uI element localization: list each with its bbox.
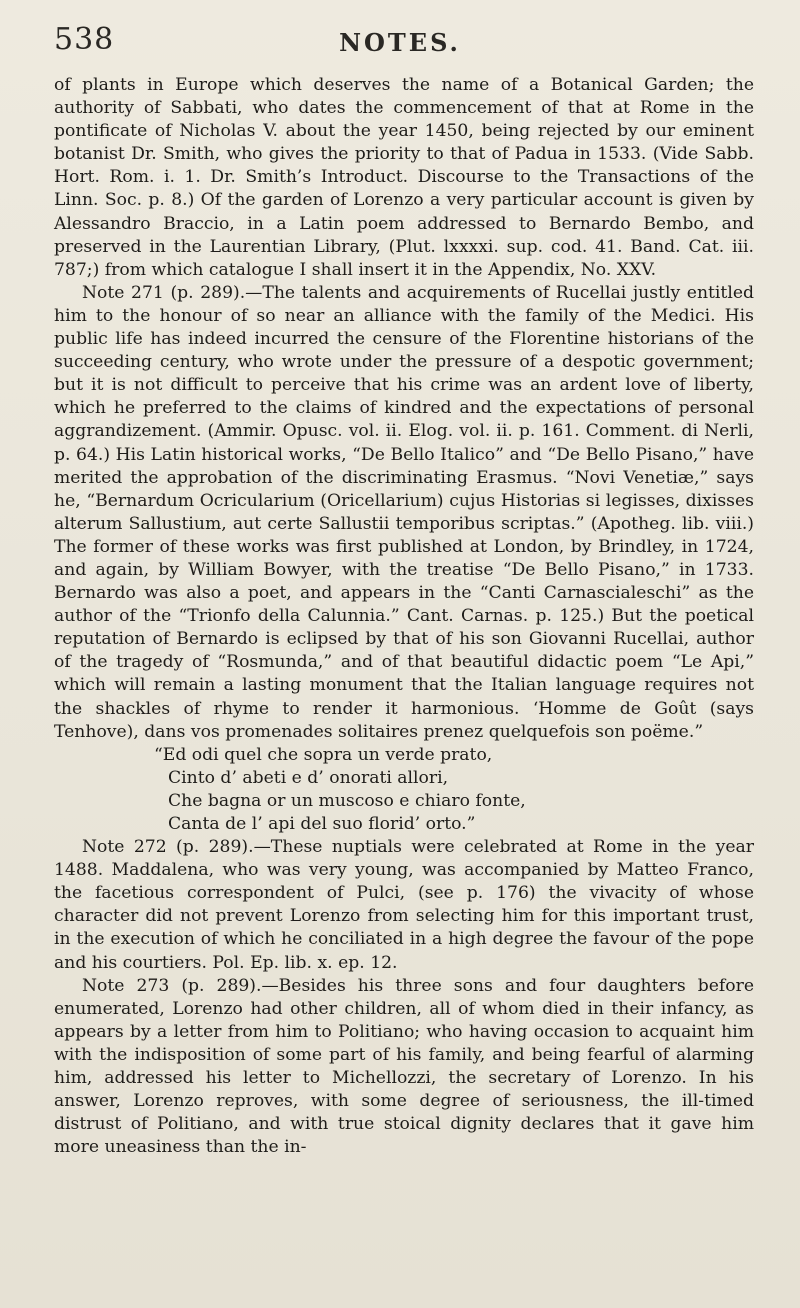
note-273: Note 273 (p. 289).—Besides his three sons and four daughters before enumerated, Lorenzo had other children, all of whom died in their infancy, as appears by a letter from him to Politiano; who having occasion to acquaint him with the indisposition of some part of his family, and being fearful of alarming him, addressed his letter to Michellozzi, the secretary of Lorenzo. In his answer, Lorenzo reproves, with some degree of seriousness, the ill-timed distrust of Politiano, and with true stoical dignity declares that it gave him more uneasiness than the in- bbox=[54, 975, 754, 1158]
verse-line-1: “Ed odi quel che sopra un verde prato, bbox=[154, 744, 493, 765]
page-body bbox=[54, 74, 754, 1159]
verse-line-2: Cinto d’ abeti e d’ onorati allori, bbox=[168, 767, 449, 788]
running-head: NOTES. bbox=[339, 28, 461, 57]
note-271: Note 271 (p. 289).—The talents and acquirements of Rucellai justly entitled him to the honour of so near an alliance with the family of the Medici. His public life has indeed incurred the censure of the Florentine historians of the succeeding century, who wrote under the pressure of a despotic government; but it is not difficult to perceive that his crime was an ardent love of liberty, which he preferred to the claims of kindred and the expectations of personal aggrandizement. (Ammir. Opusc. vol. ii. Elog. vol. ii. p. 161. Comment. di Nerli, p. 64.) His Latin historical works, “De Bello Italico” and “De Bello Pisano,” have merited the approbation of the discriminating Erasmus. “Novi Venetiæ,” says he, “Bernardum Ocricularium (Oricellarium) cujus Historias si legisses, dixisses alterum Sallustium, aut certe Sallustii temporibus scriptas.” (Apotheg. lib. viii.) The former of these works was first published at London, by Brindley, in 1724, and again, by William Bowyer, with the treatise “De Bello Pisano,” in 1733. Bernardo was also a poet, and appears in the “Canti Carnascialeschi” as the author of the “Trionfo della Calunnia.” Cant. Carnas. p. 125.) But the poetical reputation of Bernardo is eclipsed by that of his son Giovanni Rucellai, author of the tragedy of “Rosmunda,” and of that beautiful didactic poem “Le Api,” which will remain a lasting monument that the Italian language requires not the shackles of rhyme to render it harmonious. ‘Homme de Goût (says Tenhove), dans vos promenades solitaires prenez quelquefois son poëme.” bbox=[54, 282, 754, 742]
verse-quotation bbox=[154, 744, 754, 836]
paragraph-continuation: of plants in Europe which deserves the name of a Botanical Garden; the authority of Sabbati, who dates the commencement of that at Rome in the pontificate of Nicholas V. about the year 1450, being rejected by our eminent botanist Dr. Smith, who gives the priority to that of Padua in 1533. (Vide Sabb. Hort. Rom. i. 1. Dr. Smith’s Introduct. Discourse to the Transactions of the Linn. Soc. p. 8.) Of the garden of Lorenzo a very particular account is given by Alessandro Braccio, in a Latin poem addressed to Bernardo Bembo, and preserved in the Laurentian Library, (Plut. lxxxxi. sup. cod. 41. Band. Cat. iii. 787;) from which catalogue I shall insert it in the Appendix, No. XXV. bbox=[54, 75, 754, 280]
note-272: Note 272 (p. 289).—These nuptials were celebrated at Rome in the year 1488. Maddalena, who was very young, was accompanied by Matteo Franco, the facetious correspondent of Pulci, (see p. 176) the vivacity of whose character did not prevent Lorenzo from selecting him for this important trust, in the execution of which he conciliated in a high degree the favour of the pope and his courtiers. Pol. Ep. lib. x. ep. 12. bbox=[54, 837, 754, 973]
page-header bbox=[54, 22, 746, 62]
verse-line-4: Canta de l’ api del suo florid’ orto.” bbox=[168, 814, 476, 834]
verse-line-3: Che bagna or un muscoso e chiaro fonte, bbox=[168, 790, 526, 811]
page-number: 538 bbox=[54, 22, 115, 57]
